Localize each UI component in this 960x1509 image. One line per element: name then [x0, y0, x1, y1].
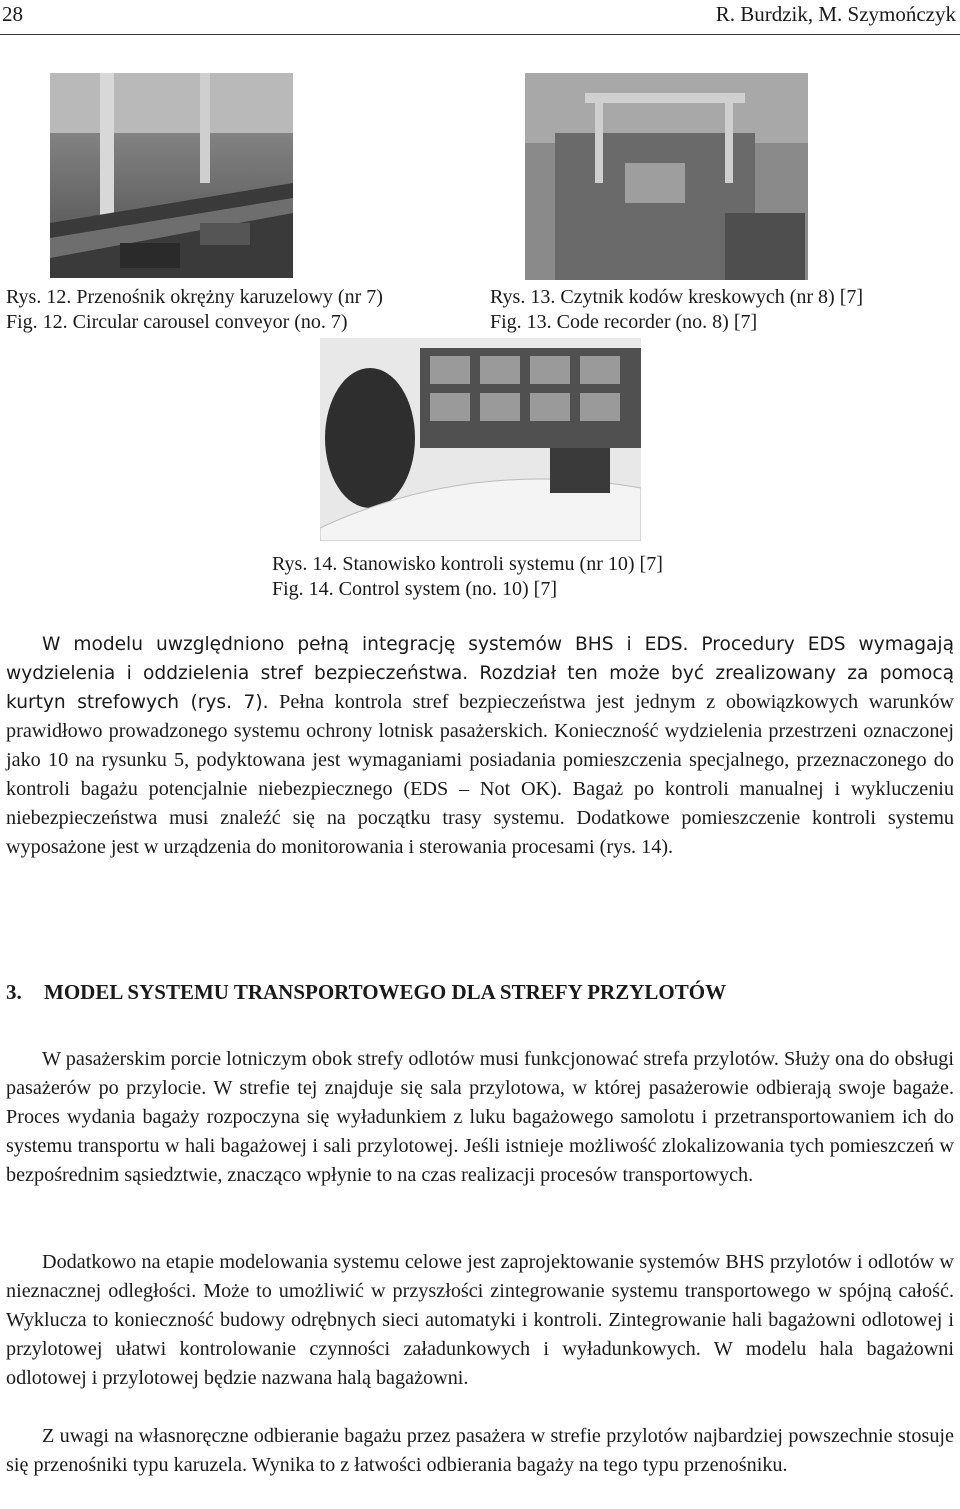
section-title: MODEL SYSTEMU TRANSPORTOWEGO DLA STREFY PRZYLOTÓW — [44, 980, 727, 1004]
body-paragraph-4 — [6, 1422, 954, 1480]
section-heading — [6, 980, 726, 1005]
paragraph-4-text: Z uwagi na własnoręczne odbieranie bagażu przez pasażera w strefie przylotów najbardziej powszechnie stosuje się przenośniki typu karuzela. Wynika to z łatwości odbierania bagaży na tego typu przenośniku. — [6, 1425, 954, 1476]
figure-14-photo — [320, 338, 641, 541]
figure-12-photo — [50, 73, 293, 278]
figure-13-photo — [525, 73, 808, 280]
figure-13-caption-pl: Rys. 13. Czytnik kodów kreskowych (nr 8) [7] — [490, 286, 864, 308]
figure-14-caption-pl: Rys. 14. Stanowisko kontroli systemu (nr 10) [7] — [272, 553, 663, 575]
body-paragraph-1 — [6, 630, 954, 862]
paragraph-1-sans-text: W modelu uwzględniono pełną integrację systemów BHS i EDS. Procedury EDS wymagają wydzielenia i oddzielenia stref bezpieczeństwa. Rozdział ten może być zrealizowany za pomocą kurtyn strefowych (rys. 7). — [6, 634, 954, 713]
body-paragraph-2 — [6, 1045, 954, 1190]
running-header-authors: R. Burdzik, M. Szymończyk — [715, 2, 956, 26]
paragraph-1-serif-text: Pełna kontrola stref bezpieczeństwa jest jednym z obowiązkowych warunków prawidłowo prowadzonego systemu ochrony lotnisk pasażerskich. Konieczność wydzielenia przestrzeni oznaczonej jako 10 na rysunku 5, podyktowana jest wymaganiami posiadania pomieszczenia specjalnego, przeznaczonego do kontroli bagażu potencjalnie niebezpiecznego (EDS – Not OK). Bagaż po kontroli manualnej i wykluczeniu niebezpieczeństwa musi znaleźć się na początku trasy systemu. Dodatkowe pomieszczenie kontroli systemu wyposażone jest w urządzenia do monitorowania i sterowania procesami (rys. 14). — [6, 691, 954, 858]
section-number: 3. — [6, 980, 22, 1004]
figure-14-caption-en: Fig. 14. Control system (no. 10) [7] — [272, 578, 557, 600]
paragraph-3-text: Dodatkowo na etapie modelowania systemu celowe jest zaprojektowanie systemów BHS przylotów i odlotów w nieznacznej odległości. Może to umożliwić w przyszłości zintegrowanie systemu transportowego w spójną całość. Wyklucza to konieczność budowy odrębnych sieci automatyki i kontroli. Zintegrowanie hali bagażowni odlotowej i przylotowej ułatwi kontrolowanie czynności załadunkowych i wyładunkowych. W modelu hala bagażowni odlotowej i przylotowej będzie nazwana halą bagażowni. — [6, 1251, 954, 1389]
page-number: 28 — [2, 2, 23, 26]
figure-12-caption-pl: Rys. 12. Przenośnik okrężny karuzelowy (nr 7) — [6, 286, 383, 308]
figure-12-caption-en: Fig. 12. Circular carousel conveyor (no. 7) — [6, 311, 348, 333]
body-paragraph-3 — [6, 1248, 954, 1393]
paragraph-2-text: W pasażerskim porcie lotniczym obok strefy odlotów musi funkcjonować strefa przylotów. Służy ona do obsługi pasażerów po przylocie. W strefie tej znajduje się sala przylotowa, w której pasażerowie odbierają swoje bagaże. Proces wydania bagaży rozpoczyna się wyładunkiem z luku bagażowego samolotu i przetransportowaniem ich do systemu transportu w hali bagażowej i sali przylotowej. Jeśli istnieje możliwość zlokalizowania tych pomieszczeń w bezpośrednim sąsiedztwie, znacząco wpłynie to na czas realizacji procesów transportowych. — [6, 1048, 954, 1186]
figure-13-caption-en: Fig. 13. Code recorder (no. 8) [7] — [490, 311, 758, 333]
header-rule — [0, 34, 960, 35]
